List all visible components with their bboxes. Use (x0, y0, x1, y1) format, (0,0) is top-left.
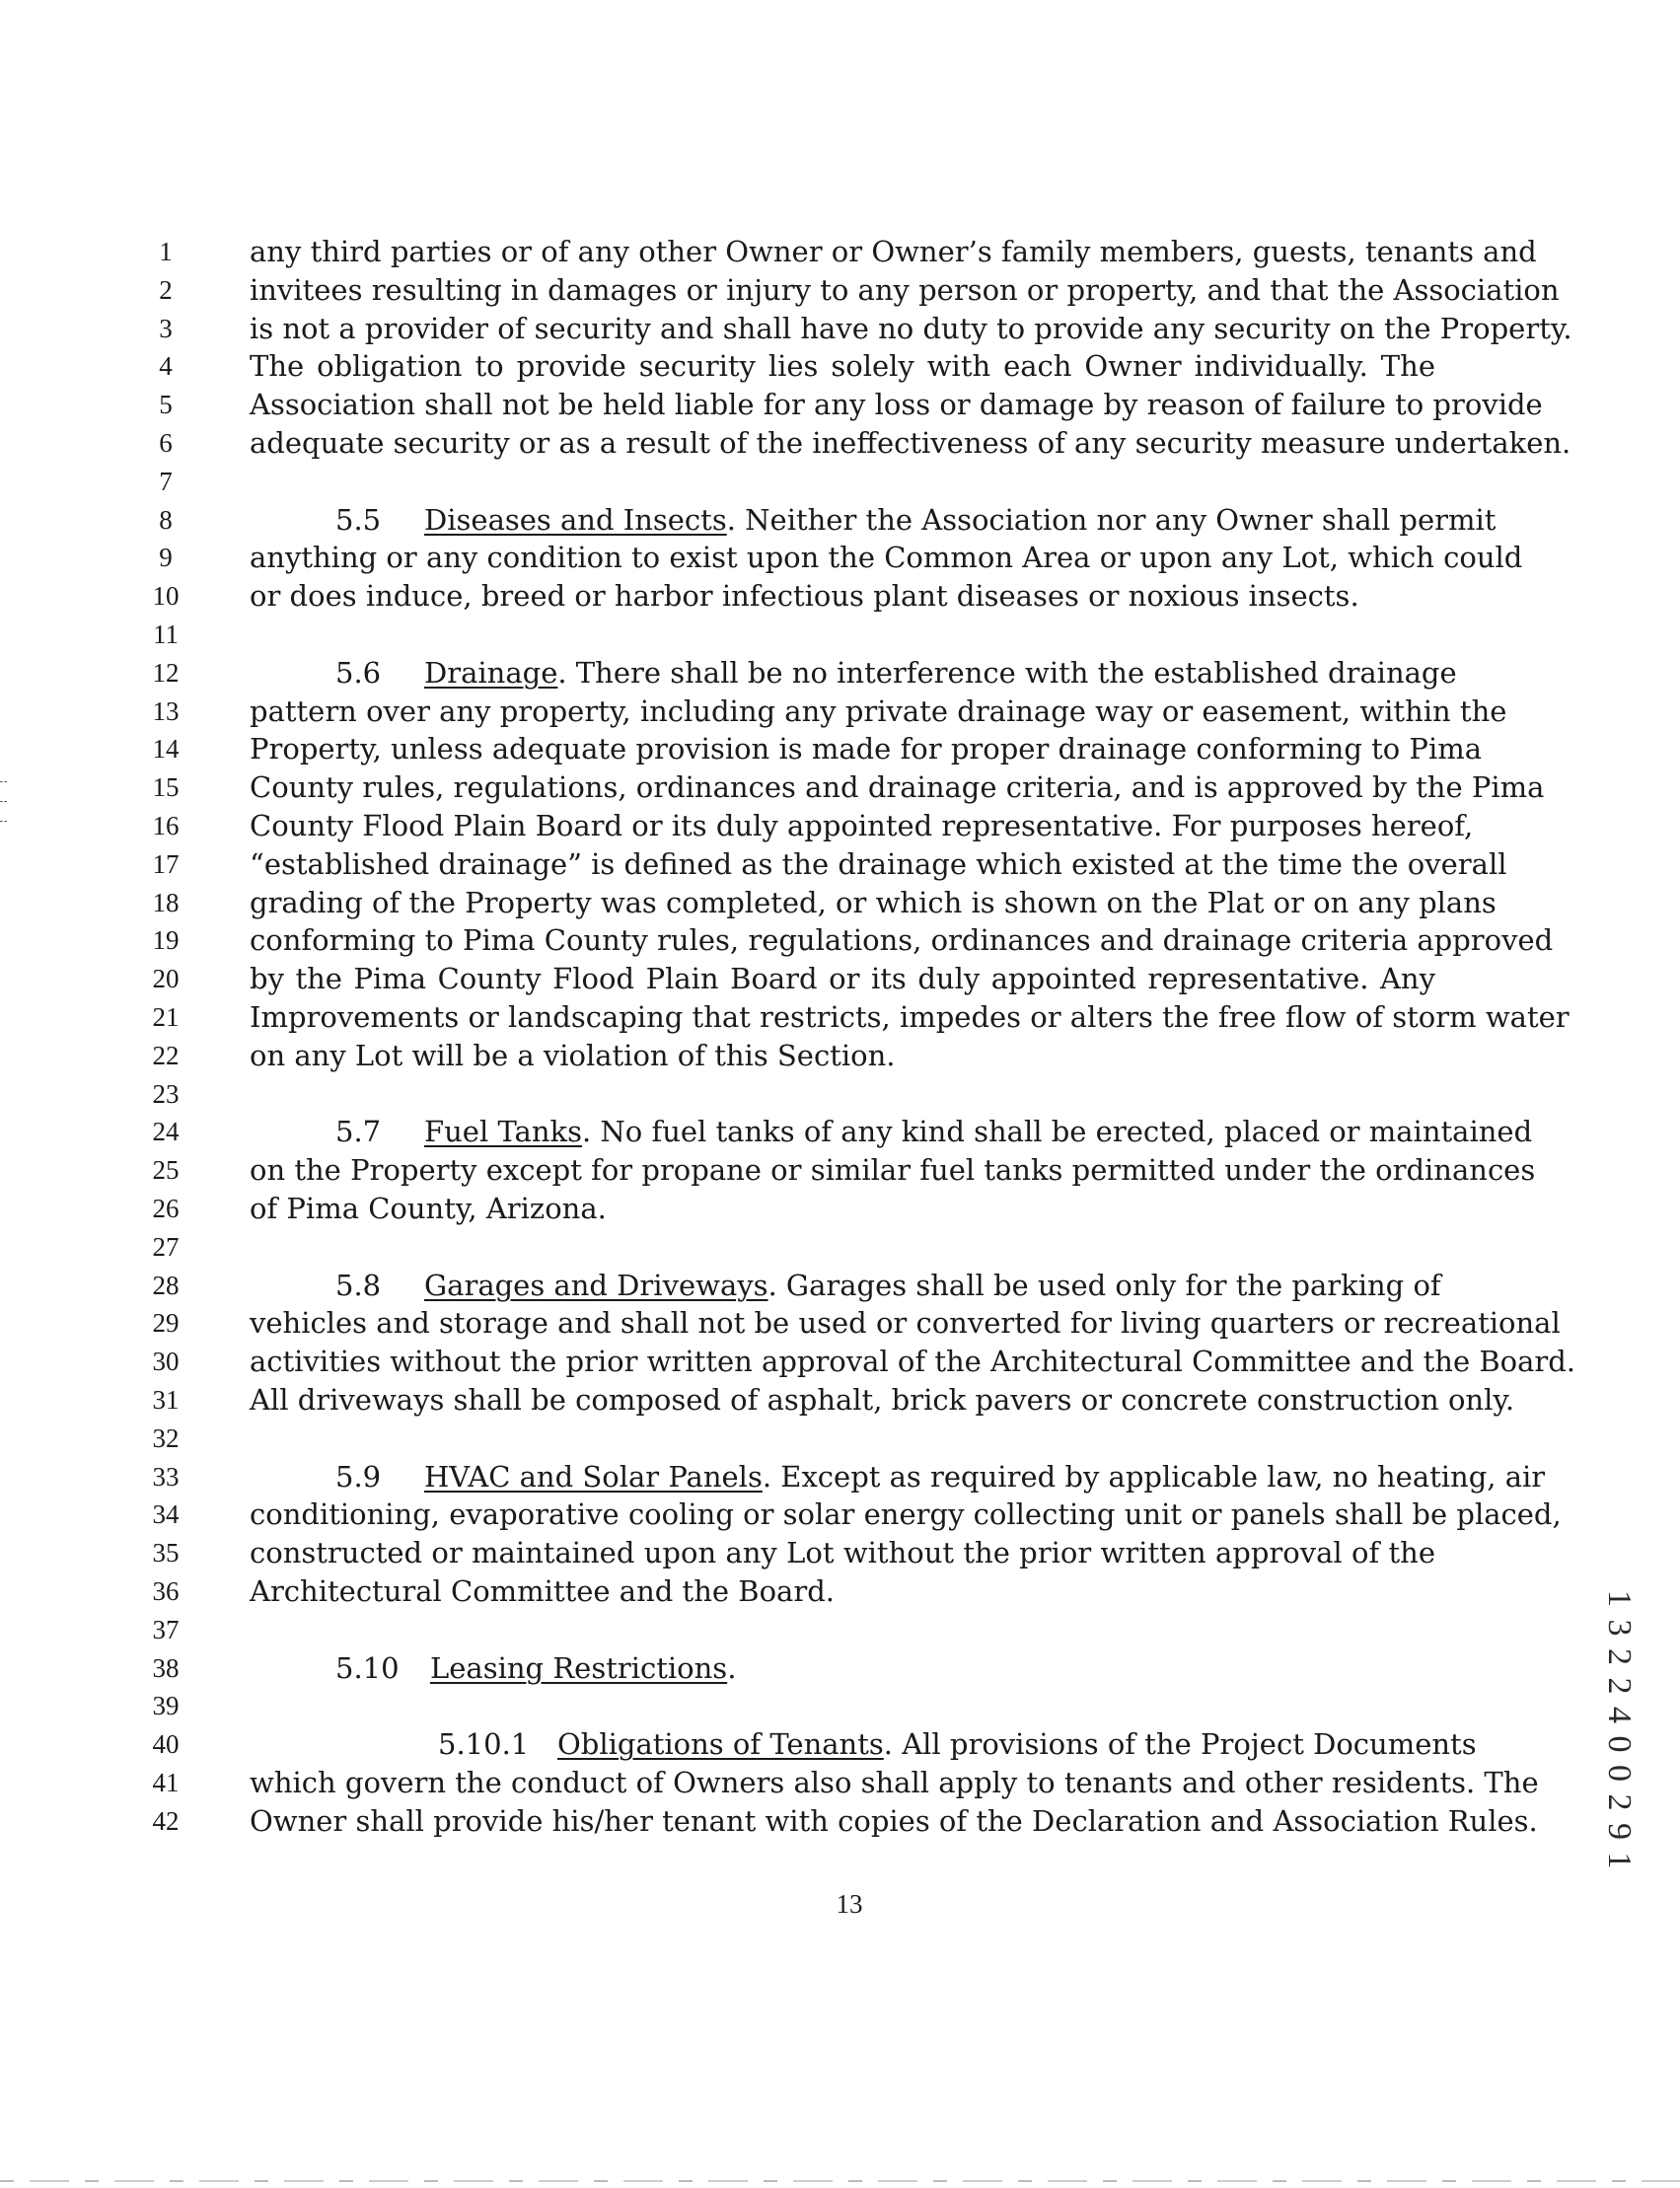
text-line (0, 1343, 1680, 1381)
text-line (0, 347, 1680, 386)
text-line (0, 693, 1680, 731)
text-line (0, 386, 1680, 424)
section-number: 5.10 (335, 1650, 400, 1685)
line-text: County Flood Plain Board or its duly appointed representative. For purposes hereof, (250, 809, 1474, 842)
text-line (0, 884, 1680, 922)
line-number: 26 (152, 1194, 180, 1223)
text-line (0, 1267, 1680, 1305)
text-line (0, 1228, 1680, 1267)
text-line (0, 768, 1680, 807)
section-text: . All provisions of the Project Documents (883, 1727, 1477, 1762)
line-text: constructed or maintained upon any Lot without the prior written approval of the (250, 1536, 1435, 1570)
line-number: 22 (152, 1040, 180, 1070)
line-text: grading of the Property was completed, or which is shown on the Plat or on any plans (250, 885, 1497, 919)
text-line (0, 1649, 1680, 1688)
text-line (0, 271, 1680, 310)
line-text: pattern over any property, including any private drainage way or easement, within the (250, 693, 1507, 728)
scan-bottom-edge (0, 2180, 1680, 2182)
section-text: . There shall be no interference with the established drainage (557, 655, 1457, 690)
line-text: Architectural Committee and the Board. (250, 1574, 835, 1608)
line-number: 28 (152, 1270, 180, 1300)
line-number: 29 (152, 1308, 180, 1339)
text-line (0, 577, 1680, 616)
section-body (557, 1725, 1477, 1764)
line-text: Property, unless adequate provision is made for proper drainage conforming to Pima (250, 732, 1483, 766)
line-number: 8 (159, 504, 173, 535)
line-number: 15 (152, 772, 180, 803)
section-text: . (727, 1650, 737, 1685)
scan-edge-mark (0, 781, 7, 782)
section-text: . No fuel tanks of any kind shall be erected, placed or maintained (581, 1115, 1533, 1149)
line-number: 10 (152, 581, 180, 612)
text-line (0, 1075, 1680, 1114)
section-heading: HVAC and Solar Panels (424, 1459, 763, 1494)
text-line (0, 424, 1680, 463)
line-text: adequate security or as a result of the ineffectiveness of any security measure undertaken. (250, 426, 1571, 460)
text-line (0, 1764, 1680, 1802)
text-line (0, 654, 1680, 693)
recording-stamp: 1 3 2 2 4 0 0 2 9 1 (1601, 1590, 1638, 1871)
section-number: 5.10.1 (438, 1727, 530, 1762)
text-line (0, 1304, 1680, 1343)
text-line (0, 1037, 1680, 1075)
text-line (0, 1190, 1680, 1228)
line-number: 16 (152, 811, 180, 840)
line-text: vehicles and storage and shall not be used or converted for living quarters or recreational (250, 1306, 1561, 1341)
section-body (424, 1458, 1546, 1496)
text-line (0, 730, 1680, 768)
line-number: 19 (152, 925, 180, 956)
line-number: 14 (152, 734, 180, 765)
section-heading: Drainage (424, 655, 558, 690)
section-heading: Garages and Driveways (424, 1268, 768, 1302)
section-text: . Except as required by applicable law, no heating, air (762, 1459, 1546, 1494)
section-body (424, 654, 1457, 693)
line-text: activities without the prior written approval of the Architectural Committee and the Board. (250, 1345, 1576, 1379)
line-text: any third parties or of any other Owner or Owner’s family members, guests, tenants and (250, 235, 1537, 268)
line-number: 23 (152, 1078, 180, 1109)
line-number: 42 (152, 1805, 180, 1836)
section-number: 5.5 (335, 502, 382, 537)
section-text: . Neither the Association nor any Owner shall permit (726, 502, 1497, 537)
section-number: 5.8 (335, 1268, 382, 1302)
text-line (0, 960, 1680, 998)
section-body (430, 1649, 736, 1688)
line-text: All driveways shall be composed of asphalt, brick pavers or concrete construction only. (250, 1383, 1515, 1417)
text-line (0, 1458, 1680, 1496)
line-number: 5 (159, 390, 173, 420)
line-number: 38 (152, 1652, 180, 1683)
text-line (0, 233, 1680, 271)
text-line (0, 1611, 1680, 1649)
line-number: 24 (152, 1117, 180, 1147)
line-text: The obligation to provide security lies solely with each Owner individually. The (250, 349, 1435, 384)
text-line (0, 1495, 1680, 1534)
scan-edge-mark (0, 801, 7, 802)
text-line (0, 1725, 1680, 1764)
line-text: anything or any condition to exist upon the Common Area or upon any Lot, which could (250, 541, 1523, 575)
line-number: 9 (159, 543, 173, 573)
text-line (0, 1802, 1680, 1841)
line-number: 41 (152, 1768, 180, 1797)
text-line (0, 310, 1680, 348)
text-line (0, 1113, 1680, 1151)
section-body (424, 1113, 1533, 1151)
line-number: 37 (152, 1614, 180, 1644)
line-number: 40 (152, 1729, 180, 1760)
text-line (0, 1572, 1680, 1611)
line-text: invitees resulting in damages or injury to any person or property, and that the Association (250, 272, 1560, 307)
line-text: or does induce, breed or harbor infectious plant diseases or noxious insects. (250, 579, 1359, 614)
text-line (0, 616, 1680, 654)
text-line (0, 998, 1680, 1037)
line-number: 35 (152, 1538, 180, 1568)
text-line (0, 1381, 1680, 1420)
section-heading: Leasing Restrictions (430, 1650, 728, 1685)
section-heading: Fuel Tanks (424, 1115, 582, 1149)
line-text: on the Property except for propane or similar fuel tanks permitted under the ordinances (250, 1153, 1536, 1188)
text-line (0, 501, 1680, 540)
line-number: 4 (159, 351, 173, 382)
line-number: 33 (152, 1461, 180, 1492)
text-line (0, 1687, 1680, 1725)
page-number: 13 (836, 1889, 863, 1919)
line-text: “established drainage” is defined as the drainage which existed at the time the overall (250, 846, 1507, 881)
line-number: 21 (152, 1002, 180, 1032)
line-number: 30 (152, 1347, 180, 1377)
line-number: 12 (152, 657, 180, 688)
line-text: is not a provider of security and shall have no duty to provide any security on the Property. (250, 311, 1572, 345)
line-number: 34 (152, 1499, 180, 1530)
section-number: 5.9 (335, 1459, 382, 1494)
section-body (424, 1267, 1441, 1305)
line-text: by the Pima County Flood Plain Board or its duly appointed representative. Any (250, 962, 1435, 996)
line-text: conforming to Pima County rules, regulations, ordinances and drainage criteria approved (250, 923, 1554, 958)
section-body (424, 501, 1497, 540)
text-line (0, 539, 1680, 577)
line-text: on any Lot will be a violation of this Section. (250, 1038, 896, 1072)
line-text: Owner shall provide his/her tenant with copies of the Declaration and Association Rules. (250, 1803, 1538, 1838)
line-number: 11 (153, 620, 179, 649)
scan-edge-mark (0, 821, 7, 822)
text-line (0, 1420, 1680, 1458)
text-line (0, 1151, 1680, 1190)
section-number: 5.7 (335, 1115, 382, 1149)
section-number: 5.6 (335, 655, 382, 690)
line-number: 1 (159, 237, 173, 266)
line-number: 39 (152, 1691, 180, 1721)
line-number: 13 (152, 695, 180, 726)
line-number: 25 (152, 1155, 180, 1186)
line-text: conditioning, evaporative cooling or solar energy collecting unit or panels shall be placed, (250, 1497, 1562, 1532)
line-number: 2 (159, 274, 173, 305)
line-number: 32 (152, 1422, 180, 1453)
line-number: 31 (152, 1385, 180, 1415)
text-line (0, 1534, 1680, 1572)
section-heading: Obligations of Tenants (557, 1727, 884, 1762)
text-line (0, 807, 1680, 845)
text-line (0, 921, 1680, 960)
line-number: 27 (152, 1231, 180, 1262)
section-heading: Diseases and Insects (424, 502, 727, 537)
text-line (0, 845, 1680, 884)
line-text: of Pima County, Arizona. (250, 1192, 607, 1225)
line-text: County rules, regulations, ordinances and drainage criteria, and is approved by the Pima (250, 770, 1545, 805)
line-number: 20 (152, 964, 180, 994)
text-line (0, 463, 1680, 501)
line-text: Association shall not be held liable for any loss or damage by reason of failure to provide (250, 388, 1543, 422)
line-number: 36 (152, 1576, 180, 1606)
line-text: which govern the conduct of Owners also shall apply to tenants and other residents. The (250, 1766, 1539, 1799)
section-text: . Garages shall be used only for the parking of (767, 1268, 1441, 1302)
line-number: 3 (159, 313, 173, 343)
line-number: 18 (152, 887, 180, 917)
line-number: 17 (152, 848, 180, 879)
line-number: 7 (159, 466, 173, 496)
line-text: Improvements or landscaping that restricts, impedes or alters the free flow of storm water (250, 1000, 1570, 1034)
line-number: 6 (159, 428, 173, 458)
